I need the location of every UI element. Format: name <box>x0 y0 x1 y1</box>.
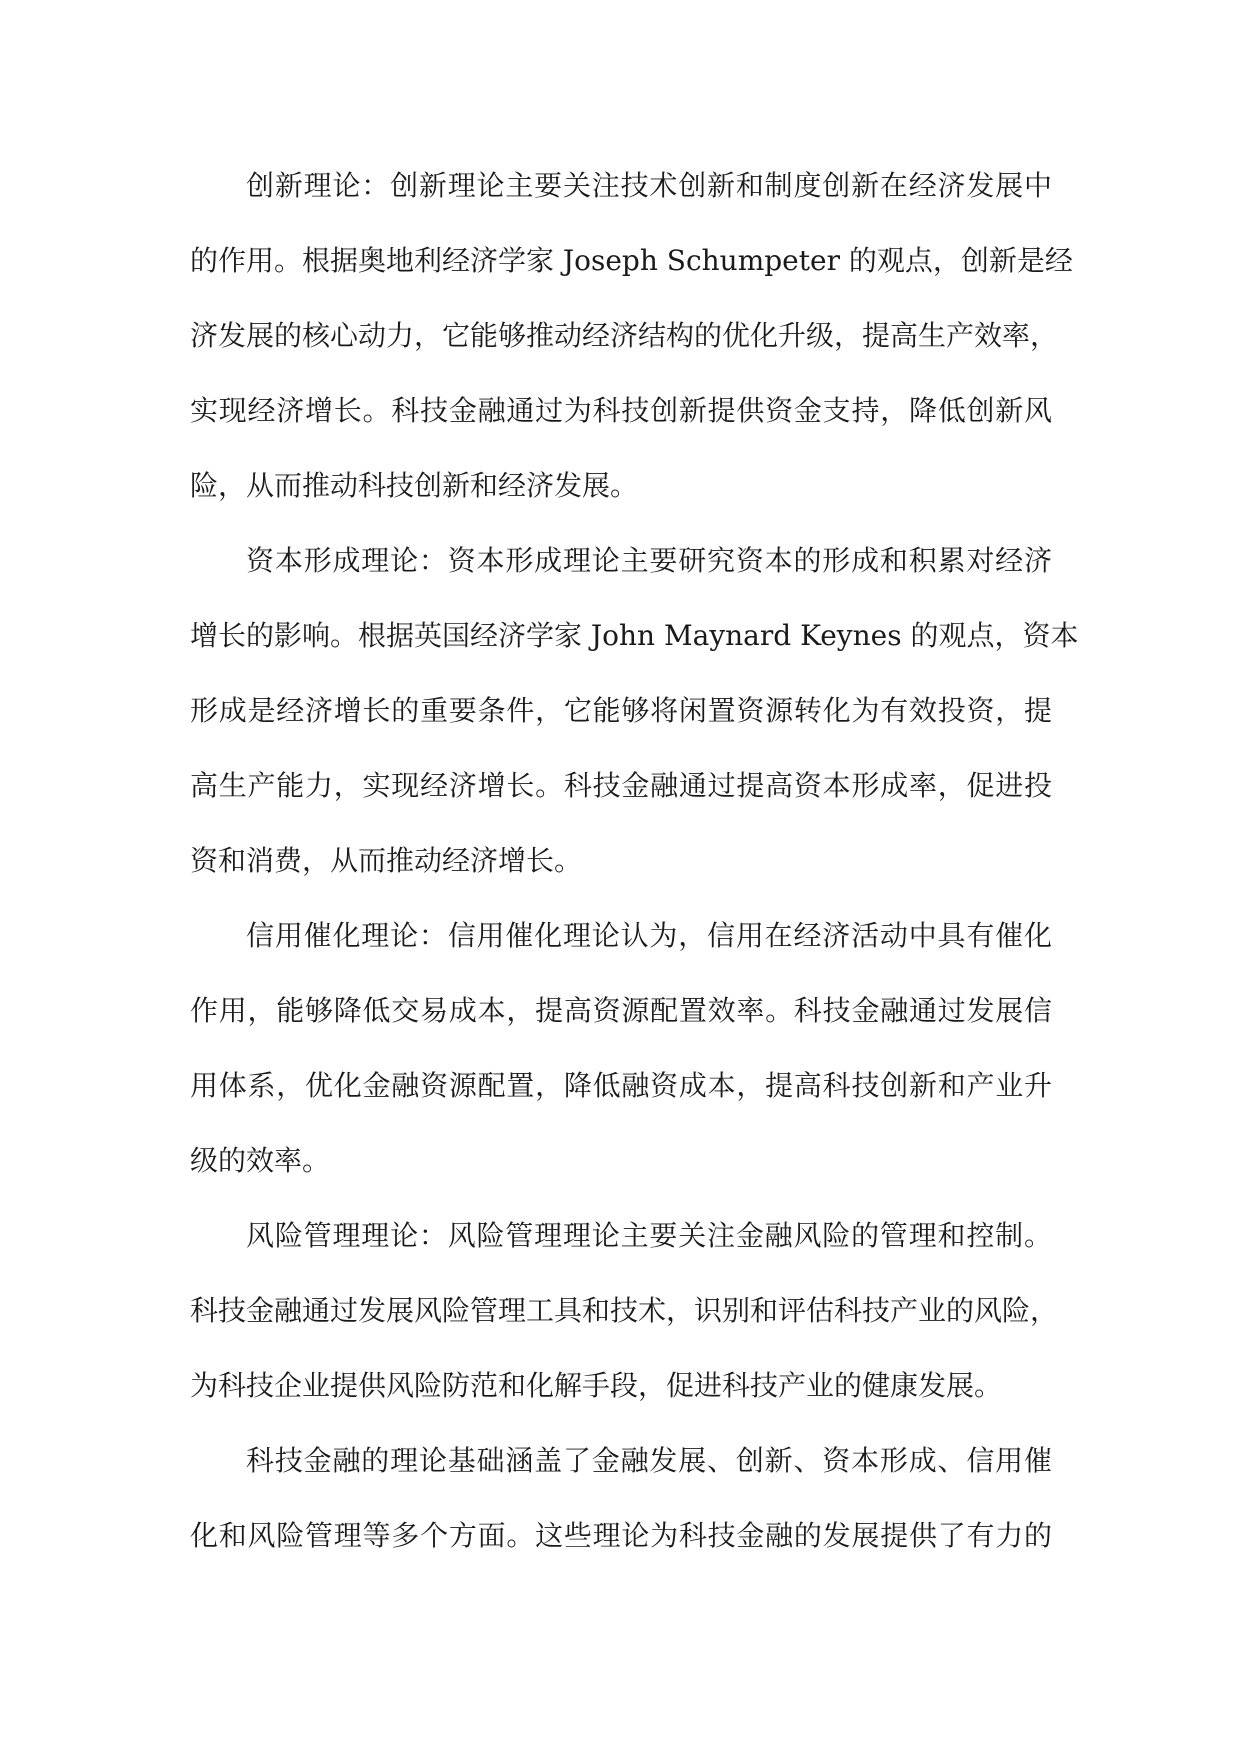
paragraph-summary <box>190 1423 1052 1573</box>
text-line: 高生产能力，实现经济增长。科技金融通过提高资本形成率，促进投 <box>190 769 1052 802</box>
text-line: 级的效率。 <box>190 1144 331 1177</box>
paragraph-capital-formation-theory <box>190 523 1079 898</box>
text-line: 形成是经济增长的重要条件，它能够将闲置资源转化为有效投资，提 <box>190 694 1052 727</box>
text-line: 风险管理理论：风险管理理论主要关注金融风险的管理和控制。 <box>246 1219 1052 1252</box>
text-line: 实现经济增长。科技金融通过为科技创新提供资金支持，降低创新风 <box>190 394 1052 427</box>
paragraph-risk-management-theory <box>190 1198 1059 1423</box>
paragraph-innovation-theory <box>190 148 1073 523</box>
text-line: 济发展的核心动力，它能够推动经济结构的优化升级，提高生产效率， <box>190 319 1059 352</box>
text-line: 用体系，优化金融资源配置，降低融资成本，提高科技创新和产业升 <box>190 1069 1052 1102</box>
text-line: 信用催化理论：信用催化理论认为，信用在经济活动中具有催化 <box>246 919 1052 952</box>
text-line: 险，从而推动科技创新和经济发展。 <box>190 469 639 502</box>
text-line: 化和风险管理等多个方面。这些理论为科技金融的发展提供了有力的 <box>190 1519 1052 1552</box>
document-body <box>190 148 1079 1573</box>
text-line: 为科技企业提供风险防范和化解手段，促进科技产业的健康发展。 <box>190 1369 1003 1402</box>
text-line: 资和消费，从而推动经济增长。 <box>190 844 583 877</box>
text-line: 增长的影响。根据英国经济学家 John Maynard Keynes 的观点，资本 <box>190 619 1079 652</box>
text-line: 作用，能够降低交易成本，提高资源配置效率。科技金融通过发展信 <box>190 994 1052 1027</box>
text-line: 资本形成理论：资本形成理论主要研究资本的形成和积累对经济 <box>246 544 1052 577</box>
text-line: 创新理论：创新理论主要关注技术创新和制度创新在经济发展中 <box>246 169 1052 202</box>
text-line: 科技金融通过发展风险管理工具和技术，识别和评估科技产业的风险， <box>190 1294 1059 1327</box>
text-line: 科技金融的理论基础涵盖了金融发展、创新、资本形成、信用催 <box>246 1444 1052 1477</box>
text-line: 的作用。根据奥地利经济学家 Joseph Schumpeter 的观点，创新是经 <box>190 244 1073 277</box>
paragraph-credit-catalysis-theory <box>190 898 1052 1198</box>
